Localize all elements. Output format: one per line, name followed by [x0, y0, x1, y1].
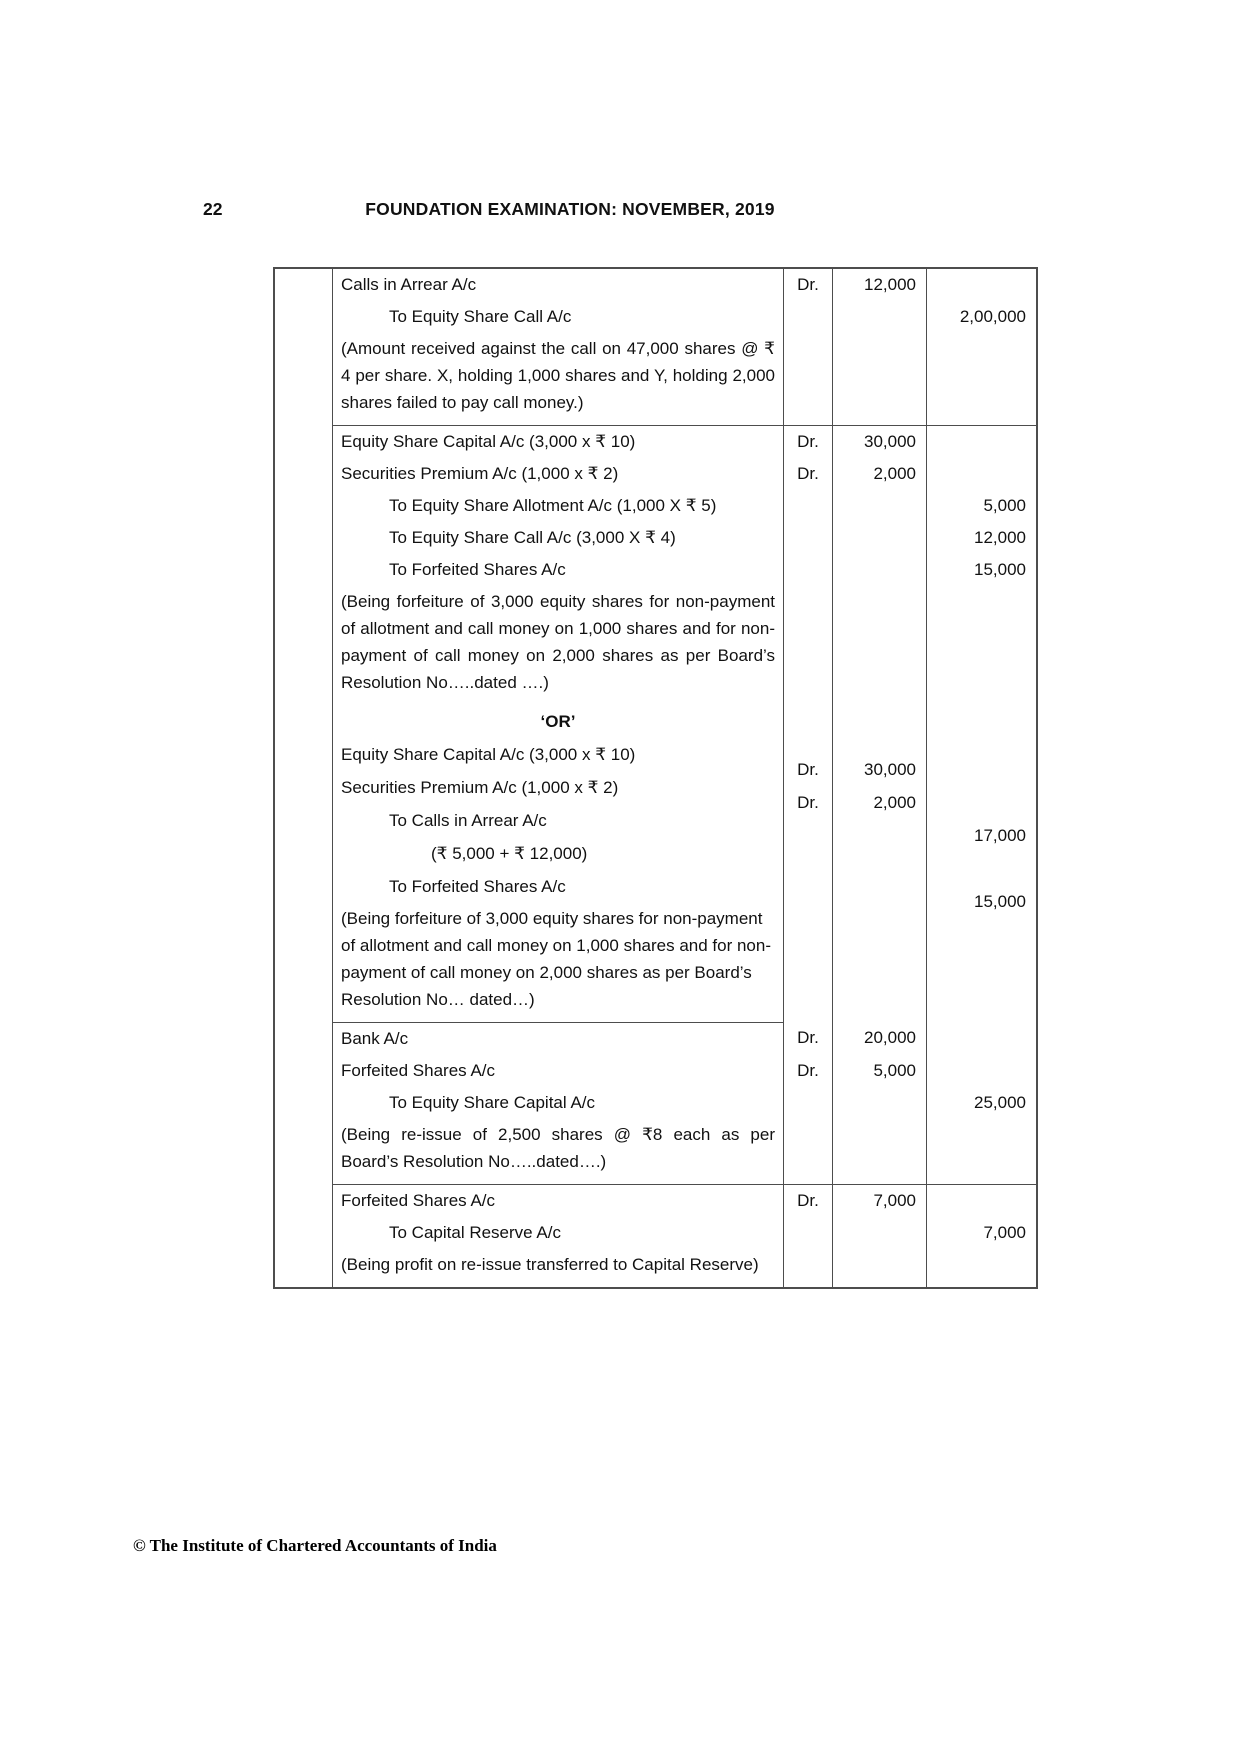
dr-cell: [783, 269, 832, 301]
dr-cell: [783, 1184, 832, 1217]
account-name: Bank A/c: [341, 1029, 409, 1048]
particulars-cell: [333, 269, 783, 301]
dr-label: Dr.: [797, 760, 819, 779]
credit-amount-cell: [926, 269, 1036, 301]
journal-row: [333, 870, 1036, 911]
credit-amount-cell: [926, 903, 1036, 1022]
credit-amount-cell: [926, 1217, 1036, 1249]
credit-amount: 15,000: [974, 560, 1026, 579]
dr-cell: [783, 1217, 832, 1249]
dr-label: Dr.: [797, 1028, 819, 1047]
particulars-cell: [333, 1249, 783, 1287]
account-name: To Equity Share Capital A/c: [389, 1093, 596, 1112]
debit-amount-cell: [832, 870, 926, 903]
journal-entry: [333, 269, 1036, 425]
account-name: (₹ 5,000 + ₹ 12,000): [431, 844, 588, 863]
credit-amount-cell: [926, 301, 1036, 333]
debit-amount-cell: [832, 269, 926, 301]
page-number: 22: [203, 199, 223, 219]
credit-amount-cell: [926, 1087, 1036, 1119]
debit-amount-cell: [832, 1184, 926, 1217]
credit-amount: 15,000: [974, 892, 1026, 911]
credit-amount: 7,000: [983, 1223, 1026, 1242]
dr-label: Dr.: [797, 793, 819, 812]
debit-amount-cell: [832, 837, 926, 870]
particulars-cell: [333, 837, 783, 870]
journal-row: [333, 522, 1036, 554]
dr-label: Dr.: [797, 1061, 819, 1080]
dr-cell: [783, 1119, 832, 1184]
dr-label: Dr.: [797, 432, 819, 451]
dr-label: Dr.: [797, 464, 819, 483]
credit-amount: 12,000: [974, 528, 1026, 547]
credit-amount-cell: [926, 333, 1036, 425]
journal-row: [333, 301, 1036, 333]
debit-amount: 5,000: [873, 1061, 916, 1080]
account-name: To Capital Reserve A/c: [389, 1223, 561, 1242]
debit-amount-cell: [832, 458, 926, 490]
account-name: To Forfeited Shares A/c: [389, 877, 566, 896]
debit-amount: 30,000: [864, 432, 916, 451]
dr-cell: [783, 738, 832, 779]
particulars-cell: [333, 870, 783, 903]
credit-amount-cell: [926, 771, 1036, 804]
dr-cell: [783, 1249, 832, 1287]
dr-cell: [783, 425, 832, 458]
particulars-cell: [333, 522, 783, 554]
particulars-cell: [333, 804, 783, 837]
credit-amount-cell: [926, 1249, 1036, 1287]
debit-amount-cell: [832, 425, 926, 458]
credit-amount-cell: [926, 586, 1036, 705]
credit-amount-cell: [926, 804, 1036, 845]
particulars-cell: [333, 586, 783, 705]
journal-row: [333, 269, 1036, 301]
dr-cell: [783, 870, 832, 903]
or-heading: ‘OR’: [540, 712, 576, 731]
debit-amount: 2,000: [873, 793, 916, 812]
journal-row: [333, 1119, 1036, 1184]
account-name: To Forfeited Shares A/c: [389, 560, 566, 579]
dr-cell: [783, 458, 832, 490]
credit-amount-cell: [926, 1184, 1036, 1217]
dr-cell: [783, 554, 832, 586]
journal-row: [333, 1055, 1036, 1087]
journal-row: [333, 771, 1036, 812]
journal-row: [333, 425, 1036, 458]
particulars-cell: [333, 1022, 783, 1055]
date-gutter-column: [275, 269, 333, 1287]
narration-text: (Being re-issue of 2,500 shares @ ₹8 each as per Board’s Resolution No…..dated….): [341, 1125, 775, 1171]
narration-text: (Being forfeiture of 3,000 equity shares for non-payment of allotment and call money on 1,000 shares and for non-payment of call money on 2,000 shares as per Board’s Resolution No… dated…): [341, 909, 771, 1009]
debit-amount-cell: [832, 1249, 926, 1287]
dr-label: Dr.: [797, 1191, 819, 1210]
journal-row: [333, 1249, 1036, 1287]
particulars-cell: [333, 490, 783, 522]
debit-amount-cell: [832, 301, 926, 333]
dr-cell: [783, 522, 832, 554]
journal-entry: [333, 1184, 1036, 1287]
debit-amount: 12,000: [864, 275, 916, 294]
particulars-cell: [333, 333, 783, 425]
particulars-cell: [333, 301, 783, 333]
dr-cell: [783, 1055, 832, 1087]
journal-entry: [333, 425, 1036, 705]
account-name: To Equity Share Call A/c: [389, 307, 572, 326]
dr-cell: [783, 586, 832, 705]
journal-row: [333, 1217, 1036, 1249]
journal-row: [333, 458, 1036, 490]
credit-amount-cell: [926, 554, 1036, 586]
credit-amount-cell: [926, 870, 1036, 911]
credit-amount: 5,000: [983, 496, 1026, 515]
debit-amount-cell: [832, 333, 926, 425]
dr-cell: [783, 301, 832, 333]
particulars-cell: [333, 425, 783, 458]
debit-amount-cell: [832, 1087, 926, 1119]
particulars-cell: [333, 554, 783, 586]
particulars-cell: [333, 458, 783, 490]
particulars-cell: [333, 903, 783, 1022]
debit-amount-cell: [832, 1217, 926, 1249]
debit-amount-cell: [832, 705, 926, 738]
dr-cell: [783, 1087, 832, 1119]
account-name: Forfeited Shares A/c: [341, 1191, 496, 1210]
particulars-cell: [333, 1217, 783, 1249]
dr-label: Dr.: [797, 275, 819, 294]
journal-row: [333, 490, 1036, 522]
particulars-cell: [333, 1055, 783, 1087]
particulars-cell: [333, 1184, 783, 1217]
account-name: Forfeited Shares A/c: [341, 1061, 496, 1080]
debit-amount-cell: [832, 522, 926, 554]
credit-amount-cell: [926, 1055, 1036, 1087]
account-name: To Equity Share Allotment A/c (1,000 X ₹ 5): [389, 496, 717, 515]
account-name: Securities Premium A/c (1,000 x ₹ 2): [341, 464, 619, 483]
narration-text: (Being profit on re-issue transferred to Capital Reserve): [341, 1255, 759, 1274]
journal-row: [333, 738, 1036, 779]
debit-amount: 20,000: [864, 1028, 916, 1047]
debit-amount-cell: [832, 586, 926, 705]
debit-amount: 30,000: [864, 760, 916, 779]
journal-row: [333, 903, 1036, 1022]
credit-amount-cell: [926, 1119, 1036, 1184]
dr-cell: [783, 333, 832, 425]
debit-amount-cell: [832, 1022, 926, 1055]
particulars-cell: [333, 705, 783, 738]
journal-table: [273, 267, 1038, 1289]
narration-text: (Amount received against the call on 47,000 shares @ ₹ 4 per share. X, holding 1,000 shares and Y, holding 2,000 shares failed to pay call money.): [341, 339, 775, 412]
debit-amount-cell: [832, 738, 926, 779]
account-name: Equity Share Capital A/c (3,000 x ₹ 10): [341, 745, 636, 764]
journal-row: [333, 804, 1036, 845]
journal-entry: [333, 705, 1036, 1022]
journal-row: [333, 554, 1036, 586]
credit-amount-cell: [926, 458, 1036, 490]
debit-amount-cell: [832, 554, 926, 586]
credit-amount-cell: [926, 490, 1036, 522]
credit-amount: 17,000: [974, 826, 1026, 845]
debit-amount: 7,000: [873, 1191, 916, 1210]
debit-amount-cell: [832, 490, 926, 522]
journal-entry: [333, 1022, 1036, 1184]
journal-row: [333, 705, 1036, 738]
account-name: To Equity Share Call A/c (3,000 X ₹ 4): [389, 528, 676, 547]
debit-amount-cell: [832, 903, 926, 1022]
particulars-cell: [333, 738, 783, 771]
journal-entries: [333, 269, 1036, 1287]
dr-cell: [783, 490, 832, 522]
debit-amount-cell: [832, 1055, 926, 1087]
debit-amount: 2,000: [873, 464, 916, 483]
journal-row: [333, 837, 1036, 870]
journal-row: [333, 1022, 1036, 1055]
dr-cell: [783, 705, 832, 738]
exam-title: FOUNDATION EXAMINATION: NOVEMBER, 2019: [365, 199, 775, 219]
footer-copyright: © The Institute of Chartered Accountants of India: [133, 1536, 497, 1555]
account-name: To Calls in Arrear A/c: [389, 811, 547, 830]
credit-amount: 25,000: [974, 1093, 1026, 1112]
journal-row: [333, 1184, 1036, 1217]
credit-amount-cell: [926, 522, 1036, 554]
account-name: Equity Share Capital A/c (3,000 x ₹ 10): [341, 432, 636, 451]
dr-cell: [783, 903, 832, 1022]
journal-row: [333, 1087, 1036, 1119]
account-name: Calls in Arrear A/c: [341, 275, 477, 294]
debit-amount-cell: [832, 1119, 926, 1184]
credit-amount-cell: [926, 425, 1036, 458]
narration-text: (Being forfeiture of 3,000 equity shares for non-payment of allotment and call money on 1,000 shares and for non-payment of call money on 2,000 shares as per Board’s Resolution No…..dated ….): [341, 592, 775, 692]
credit-amount-cell: [926, 705, 1036, 738]
credit-amount: 2,00,000: [959, 307, 1026, 326]
account-name: Securities Premium A/c (1,000 x ₹ 2): [341, 778, 619, 797]
credit-amount-cell: [926, 1022, 1036, 1055]
dr-cell: [783, 837, 832, 870]
journal-row: [333, 333, 1036, 425]
particulars-cell: [333, 1119, 783, 1184]
particulars-cell: [333, 1087, 783, 1119]
journal-row: [333, 586, 1036, 705]
dr-cell: [783, 1022, 832, 1055]
credit-amount-cell: [926, 738, 1036, 771]
particulars-cell: [333, 771, 783, 804]
